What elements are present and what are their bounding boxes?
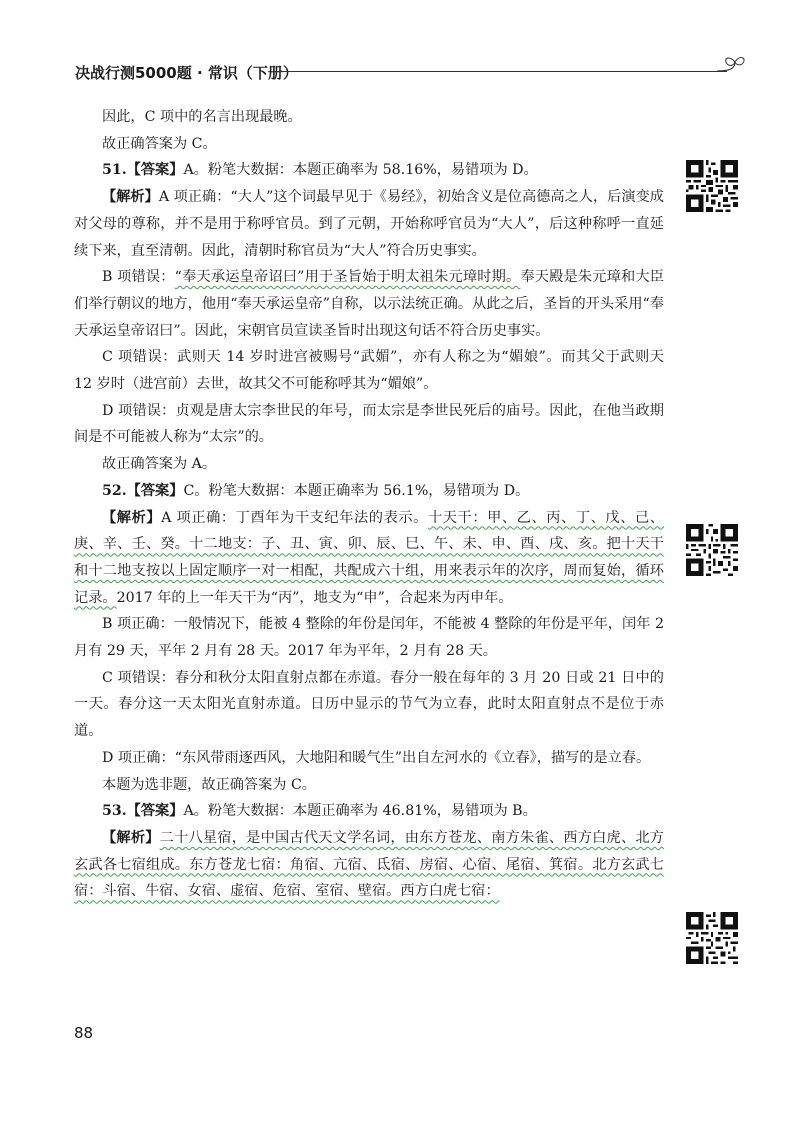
- answer-label: 53.【答案】: [102, 803, 184, 820]
- header-rule: [275, 71, 727, 72]
- qr-code-icon[interactable]: [686, 160, 738, 212]
- running-header: [75, 56, 755, 92]
- analysis-53: [74, 825, 664, 905]
- paragraph: B 项正确：一般情况下，能被 4 整除的年份是闰年，不能被 4 整除的年份是平年，闰年 2 月有 29 天，平年 2 月有 28 天。2017 年为平年，2 月有 28 天。: [74, 616, 664, 660]
- paragraph: 故正确答案为 A。: [102, 456, 217, 473]
- analysis-label: 【解析】: [102, 189, 159, 206]
- key-point-underline: 十天干：甲、乙、丙、丁、戊、己、庚、辛、壬、癸。十二地支：子、丑、寅、卯、辰、巳、午、未、申、酉、戌、亥。把十天干和十二地支按以上固定顺序一对一相配，共配成六十组，用来表示年的次序，周而复始，循环记录。: [74, 509, 664, 606]
- paragraph: C 项错误：春分和秋分太阳直射点都在赤道。春分一般在每年的 3 月 20 日或 21 日中的一天。春分这一天太阳光直射赤道。日历中显示的节气为立春，此时太阳直射点不是位于赤道。: [74, 669, 664, 740]
- paragraph: D 项正确：“东风带雨逐西风，大地阳和暖气生”出自左河水的《立春》，描写的是立春。: [102, 749, 651, 766]
- answer-51: 51.【答案】A。粉笔大数据：本题正确率为 58.16%，易错项为 D。: [102, 162, 538, 179]
- paragraph: C 项错误：武则天 14 岁时进宫被赐号“武媚”，亦有人称之为“媚娘”。而其父于武则天 12 岁时（进宫前）去世，故其父不可能称呼其为“媚娘”。: [74, 349, 664, 393]
- paragraph: D 项错误：贞观是唐太宗李世民的年号，而太宗是李世民死后的庙号。因此，在他当政期间是不可能被人称为“太宗”的。: [74, 402, 664, 446]
- header-title: 决战行测5000题 · 常识（下册）: [75, 64, 298, 82]
- paragraph: B 项错误：“奉天承运皇帝诏曰”用于圣旨始于明太祖朱元璋时期。奉天殿是朱元璋和大臣们举行朝议的地方，他用“奉天承运皇帝”自称，以示法统正确。从此之后，圣旨的开头采用“奉天承运皇帝诏曰”。因此，宋朝官员宣读圣旨时出现这句话不符合历史事实。: [74, 269, 665, 339]
- answer-52: 52.【答案】C。粉笔大数据：本题正确率为 56.1%，易错项为 D。: [102, 482, 530, 499]
- qr-code-icon[interactable]: [686, 912, 738, 964]
- analysis-label: 【解析】: [102, 829, 160, 846]
- page-number: 88: [74, 1024, 94, 1042]
- answer-53: 53.【答案】A。粉笔大数据：本题正确率为 46.81%，易错项为 B。: [102, 803, 537, 820]
- qr-code-icon[interactable]: [686, 524, 738, 576]
- sprout-icon: [715, 56, 755, 88]
- paragraph: 本题为选非题，故正确答案为 C。: [102, 776, 316, 793]
- answer-explanations: [74, 104, 664, 905]
- answer-label: 51.【答案】: [102, 162, 184, 179]
- analysis-52: 【解析】A 项正确：丁酉年为干支纪年法的表示。十天干：甲、乙、丙、丁、戊、己、庚、辛、壬、癸。十二地支：子、丑、寅、卯、辰、巳、午、未、申、酉、戌、亥。把十天干和十二地支按以上固定顺序一对一相配，共配成六十组，用来表示年的次序，周而复始，循环记录。2017 年的上一年天干为“丙”，地支为“申”，合起来为丙申年。: [74, 509, 664, 606]
- paragraph: 因此，C 项中的名言出现最晚。: [102, 109, 302, 125]
- paragraph: 故正确答案为 C。: [102, 135, 217, 152]
- key-point-underline: 二十八星宿，是中国古代天文学名词，由东方苍龙、南方朱雀、西方白虎、北方玄武各七宿组成。东方苍龙七宿：角宿、亢宿、氐宿、房宿、心宿、尾宿、箕宿。北方玄武七宿：斗宿、牛宿、女宿、虚宿、危宿、室宿、壁宿。西方白虎七宿：: [74, 829, 664, 900]
- analysis-label: 【解析】: [102, 509, 162, 526]
- analysis-51: 【解析】A 项正确：“大人”这个词最早见于《易经》，初始含义是位高德高之人，后演变成对父母的尊称，并不是用于称呼官员。到了元朝，开始称呼官员为“大人”，后这种称呼一直延续下来，直至清朝。因此，清朝时称官员为“大人”符合历史事实。: [74, 189, 664, 259]
- key-point-underline: “奉天承运皇帝诏曰”用于圣旨始于明太祖朱元璋时期。: [174, 269, 521, 286]
- answer-label: 52.【答案】: [102, 482, 184, 499]
